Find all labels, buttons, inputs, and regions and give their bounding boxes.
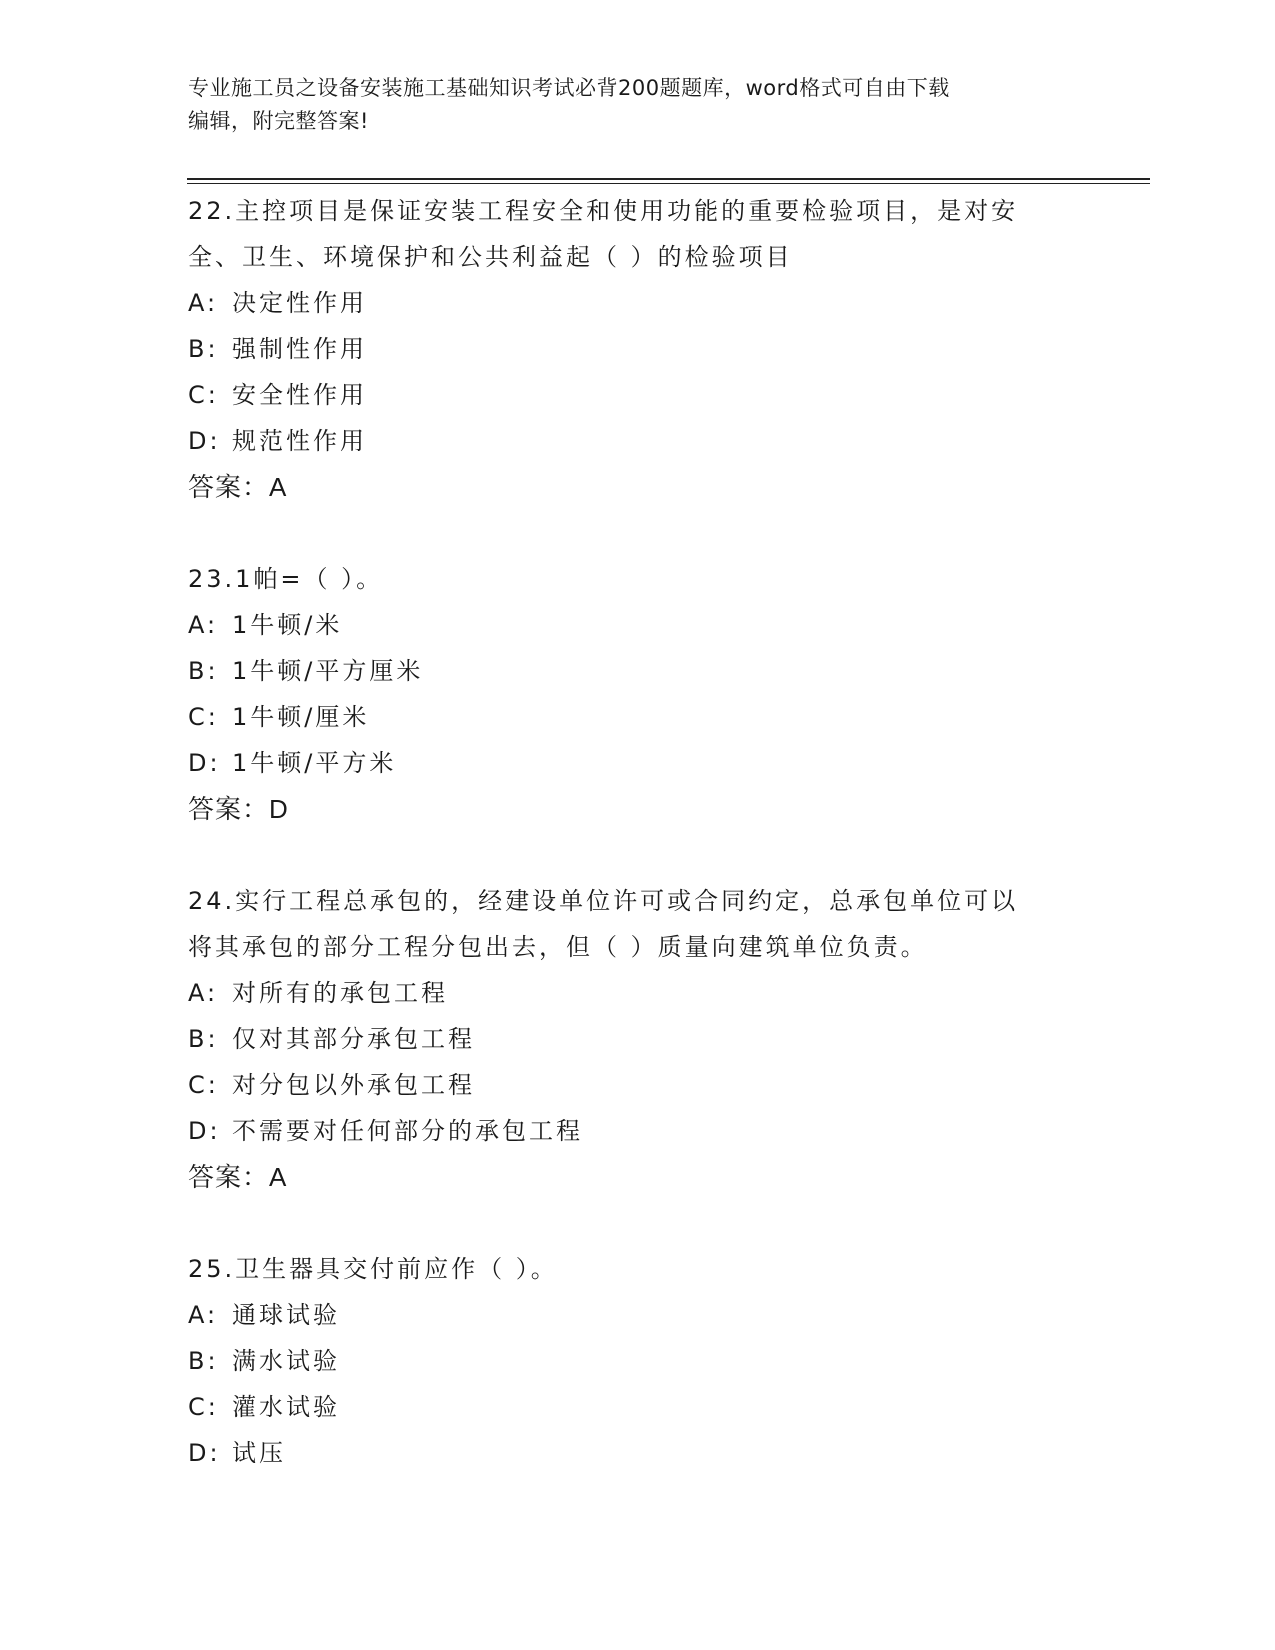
question-text-line: 24.实行工程总承包的，经建设单位许可或合同约定，总承包单位可以 — [188, 887, 1019, 915]
option-letter: B: — [188, 657, 219, 685]
header-line-1: 专业施工员之设备安装施工基础知识考试必背200题题库，word格式可自由下载 — [188, 76, 950, 100]
option-b — [188, 1338, 1088, 1384]
option-b — [188, 326, 1088, 372]
option-a — [188, 1292, 1088, 1338]
document-header — [188, 72, 1068, 138]
option-letter: D: — [188, 427, 221, 455]
option-c — [188, 1062, 1088, 1108]
option-letter: C: — [188, 381, 219, 409]
option-text: 不需要对任何部分的承包工程 — [232, 1117, 583, 1145]
question-text-line: 全、卫生、环境保护和公共利益起（ ）的检验项目 — [188, 243, 793, 271]
option-text: 1牛顿/厘米 — [232, 703, 370, 731]
spacer — [188, 832, 1088, 878]
question-text-line: 23.1帕=（ ）。 — [188, 565, 384, 593]
answer-label: 答案：D — [188, 794, 289, 824]
question-24 — [188, 878, 1088, 1200]
option-c — [188, 372, 1088, 418]
option-letter: A: — [188, 979, 219, 1007]
option-text: 规范性作用 — [232, 427, 367, 455]
option-text: 试压 — [232, 1439, 286, 1467]
option-text: 对所有的承包工程 — [232, 979, 448, 1007]
option-letter: B: — [188, 1025, 219, 1053]
header-divider-thin — [187, 183, 1150, 184]
option-letter: B: — [188, 1347, 219, 1375]
option-text: 1牛顿/米 — [232, 611, 343, 639]
option-letter: B: — [188, 335, 219, 363]
option-text: 通球试验 — [232, 1301, 340, 1329]
option-d — [188, 1108, 1088, 1154]
option-letter: C: — [188, 703, 219, 731]
option-c — [188, 1384, 1088, 1430]
question-text-line: 将其承包的部分工程分包出去，但（ ）质量向建筑单位负责。 — [188, 933, 928, 961]
option-text: 灌水试验 — [232, 1393, 340, 1421]
option-text: 强制性作用 — [232, 335, 367, 363]
option-c — [188, 694, 1088, 740]
option-letter: D: — [188, 1117, 221, 1145]
option-a — [188, 970, 1088, 1016]
question-22 — [188, 188, 1088, 510]
question-25 — [188, 1246, 1088, 1476]
option-letter: A: — [188, 1301, 219, 1329]
question-text — [188, 188, 1088, 280]
option-a — [188, 280, 1088, 326]
spacer — [188, 1200, 1088, 1246]
option-text: 仅对其部分承包工程 — [232, 1025, 475, 1053]
option-text: 决定性作用 — [232, 289, 367, 317]
option-d — [188, 418, 1088, 464]
answer-label: 答案：A — [188, 472, 288, 502]
answer-label: 答案：A — [188, 1162, 288, 1192]
option-text: 对分包以外承包工程 — [232, 1071, 475, 1099]
option-text: 安全性作用 — [232, 381, 367, 409]
option-text: 1牛顿/平方厘米 — [232, 657, 424, 685]
option-letter: D: — [188, 1439, 221, 1467]
option-b — [188, 648, 1088, 694]
spacer — [188, 510, 1088, 556]
option-letter: A: — [188, 289, 219, 317]
question-text-line: 25.卫生器具交付前应作（ ）。 — [188, 1255, 558, 1283]
question-text — [188, 878, 1088, 970]
option-d — [188, 740, 1088, 786]
option-letter: C: — [188, 1071, 219, 1099]
option-letter: C: — [188, 1393, 219, 1421]
option-d — [188, 1430, 1088, 1476]
question-text-line: 22.主控项目是保证安装工程安全和使用功能的重要检验项目，是对安 — [188, 197, 1019, 225]
question-text — [188, 556, 1088, 602]
question-text — [188, 1246, 1088, 1292]
header-line-2: 编辑，附完整答案! — [188, 109, 369, 133]
option-text: 满水试验 — [232, 1347, 340, 1375]
option-text: 1牛顿/平方米 — [232, 749, 397, 777]
option-letter: D: — [188, 749, 221, 777]
option-letter: A: — [188, 611, 219, 639]
option-a — [188, 602, 1088, 648]
header-divider-thick — [187, 178, 1150, 180]
question-23 — [188, 556, 1088, 832]
question-list — [188, 188, 1088, 1476]
option-b — [188, 1016, 1088, 1062]
